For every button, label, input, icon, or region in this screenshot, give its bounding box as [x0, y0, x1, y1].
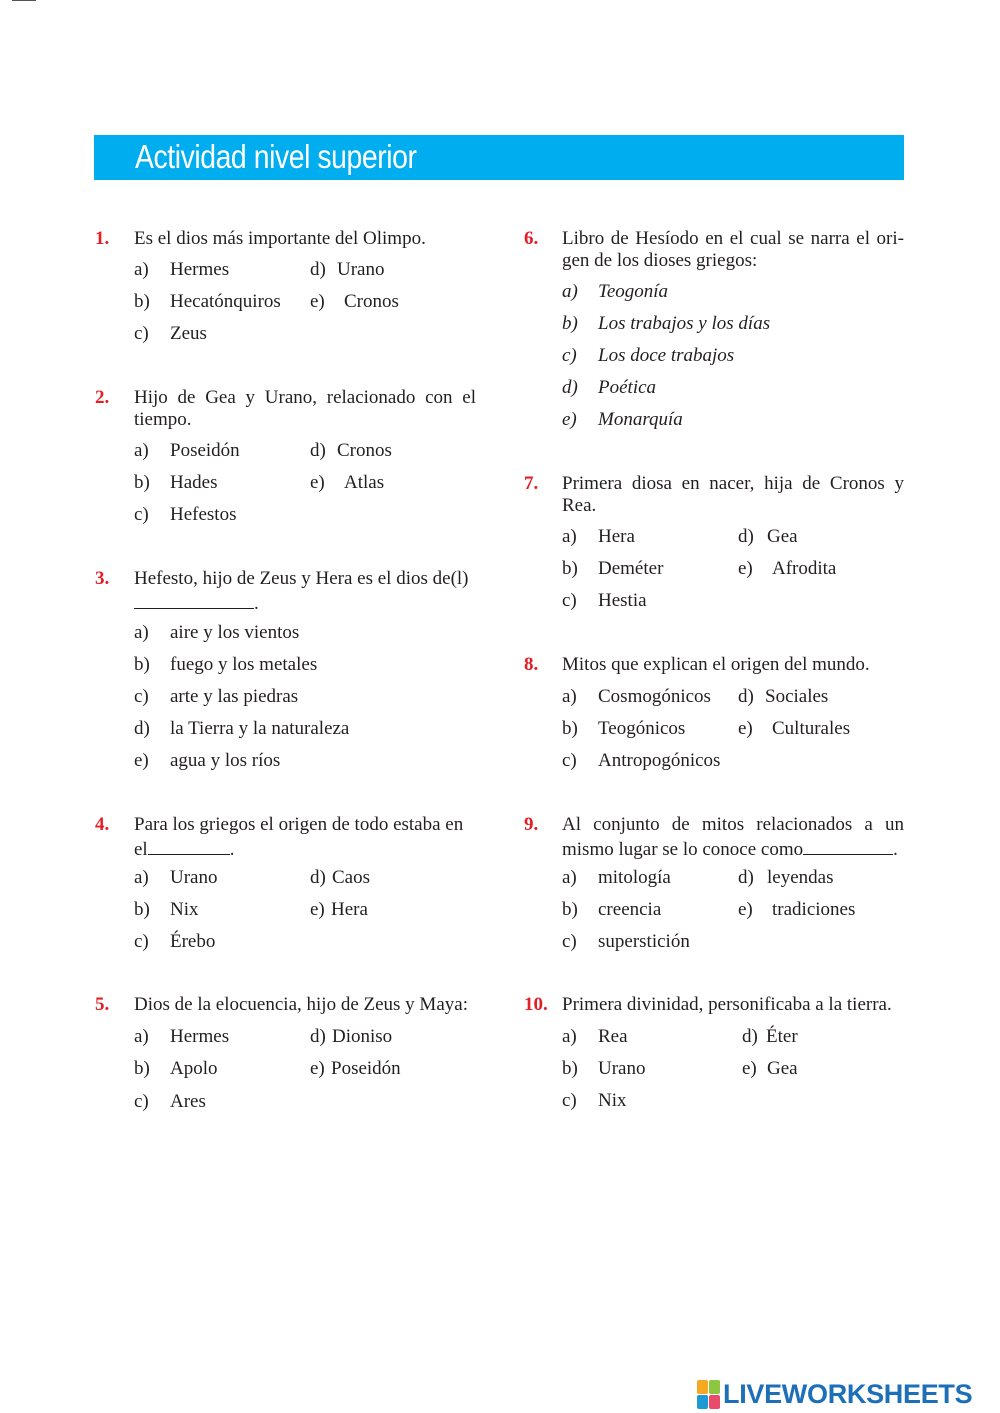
option-1a[interactable]: a) Hermes — [134, 259, 230, 280]
option-8d[interactable]: d) Sociales — [738, 686, 829, 707]
option-1d[interactable]: d) Urano — [310, 259, 385, 280]
option-6d[interactable]: d) Poética — [562, 377, 657, 398]
option-10a[interactable]: a) Rea — [562, 1026, 628, 1047]
option-4c[interactable]: c) Érebo — [134, 931, 216, 952]
option-9c[interactable]: c) superstición — [562, 931, 690, 952]
option-6e[interactable]: e) Monarquía — [562, 409, 683, 430]
liveworksheets-logo-icon — [697, 1379, 721, 1409]
option-1c[interactable]: c) Zeus — [134, 323, 207, 344]
option-4e[interactable]: e) Hera — [310, 899, 368, 920]
option-6a[interactable]: a) Teogonía — [562, 281, 669, 302]
option-7d[interactable]: d) Gea — [738, 526, 798, 547]
question-number: 1. — [95, 228, 110, 249]
option-2b[interactable]: b) Hades — [134, 472, 218, 493]
question-stem: Para los griegos el origen de todo estaba en el . — [134, 814, 464, 860]
question-stem: Primera diosa en nacer, hija de Cronos y Rea. — [562, 473, 904, 516]
question-stem: Es el dios más importante del Olimpo. — [134, 228, 426, 249]
option-4b[interactable]: b) Nix — [134, 899, 199, 920]
question-number: 4. — [95, 814, 110, 835]
option-7a[interactable]: a) Hera — [562, 526, 635, 547]
option-5c[interactable]: c) Ares — [134, 1091, 206, 1112]
question-6 — [524, 228, 904, 272]
question-2 — [95, 387, 477, 431]
option-3b[interactable]: b) fuego y los metales — [134, 654, 318, 675]
option-7c[interactable]: c) Hestia — [562, 590, 647, 611]
page-title: Actividad nivel superior — [135, 138, 417, 175]
question-stem: Al conjunto de mitos relacionados a un mismo lugar se lo conoce como . — [562, 814, 904, 860]
answer-blank[interactable] — [134, 590, 254, 609]
option-3c[interactable]: c) arte y las piedras — [134, 686, 299, 707]
title-banner — [94, 135, 904, 180]
question-stem: Dios de la elocuencia, hijo de Zeus y Maya: — [134, 994, 468, 1015]
option-6b[interactable]: b) Los trabajos y los días — [562, 313, 771, 334]
question-4 — [95, 814, 477, 858]
logo-text: LIVEWORKSHEETS — [723, 1378, 973, 1409]
option-10c[interactable]: c) Nix — [562, 1090, 627, 1111]
option-9d[interactable]: d) leyendas — [738, 867, 834, 888]
option-8a[interactable]: a) Cosmogónicos — [562, 686, 711, 707]
question-number: 7. — [524, 473, 539, 494]
option-2c[interactable]: c) Hefestos — [134, 504, 237, 525]
option-5b[interactable]: b) Apolo — [134, 1058, 218, 1079]
option-3d[interactable]: d) la Tierra y la naturaleza — [134, 718, 350, 739]
option-8c[interactable]: c) Antropogónicos — [562, 750, 721, 771]
question-9 — [524, 814, 904, 858]
question-stem: Primera divinidad, personificaba a la tierra. — [562, 994, 892, 1015]
option-5d[interactable]: d) Dioniso — [310, 1026, 393, 1047]
option-8b[interactable]: b) Teogónicos — [562, 718, 686, 739]
corner-mark — [12, 0, 36, 1]
option-3e[interactable]: e) agua y los ríos — [134, 750, 281, 771]
option-3a[interactable]: a) aire y los vientos — [134, 622, 300, 643]
option-2e[interactable]: e) Atlas — [310, 472, 385, 493]
option-6c[interactable]: c) Los doce trabajos — [562, 345, 735, 366]
question-stem: Hefesto, hijo de Zeus y Hera es el dios de(l) . — [134, 568, 469, 614]
question-number: 5. — [95, 994, 110, 1015]
question-number: 8. — [524, 654, 539, 675]
option-2a[interactable]: a) Poseidón — [134, 440, 240, 461]
option-8e[interactable]: e) Culturales — [738, 718, 851, 739]
option-7e[interactable]: e) Afrodita — [738, 558, 837, 579]
question-number: 10. — [524, 994, 548, 1015]
option-5a[interactable]: a) Hermes — [134, 1026, 230, 1047]
liveworksheets-logo[interactable] — [697, 1378, 972, 1410]
question-number: 2. — [95, 387, 110, 408]
option-1b[interactable]: b) Hecatónquiros — [134, 291, 281, 312]
option-4d[interactable]: d) Caos — [310, 867, 370, 888]
option-9a[interactable]: a) mitología — [562, 867, 671, 888]
option-1e[interactable]: e) Cronos — [310, 291, 399, 312]
question-stem: Mitos que explican el origen del mundo. — [562, 654, 870, 675]
option-7b[interactable]: b) Deméter — [562, 558, 664, 579]
option-5e[interactable]: e) Poseidón — [310, 1058, 401, 1079]
option-10d[interactable]: d) Éter — [742, 1026, 798, 1047]
question-3 — [95, 568, 477, 614]
question-number: 3. — [95, 568, 110, 589]
answer-blank[interactable] — [803, 836, 893, 855]
option-9e[interactable]: e) tradiciones — [738, 899, 856, 920]
option-10e[interactable]: e) Gea — [742, 1058, 798, 1079]
option-2d[interactable]: d) Cronos — [310, 440, 392, 461]
question-number: 9. — [524, 814, 539, 835]
answer-blank[interactable] — [148, 836, 230, 855]
question-number: 6. — [524, 228, 539, 249]
option-4a[interactable]: a) Urano — [134, 867, 218, 888]
option-10b[interactable]: b) Urano — [562, 1058, 646, 1079]
question-stem: Libro de Hesíodo en el cual se narra el ori- gen de los dioses griegos: — [562, 228, 904, 271]
question-stem: Hijo de Gea y Urano, relacionado con el tiempo. — [134, 387, 476, 430]
question-7 — [524, 473, 904, 517]
option-9b[interactable]: b) creencia — [562, 899, 662, 920]
